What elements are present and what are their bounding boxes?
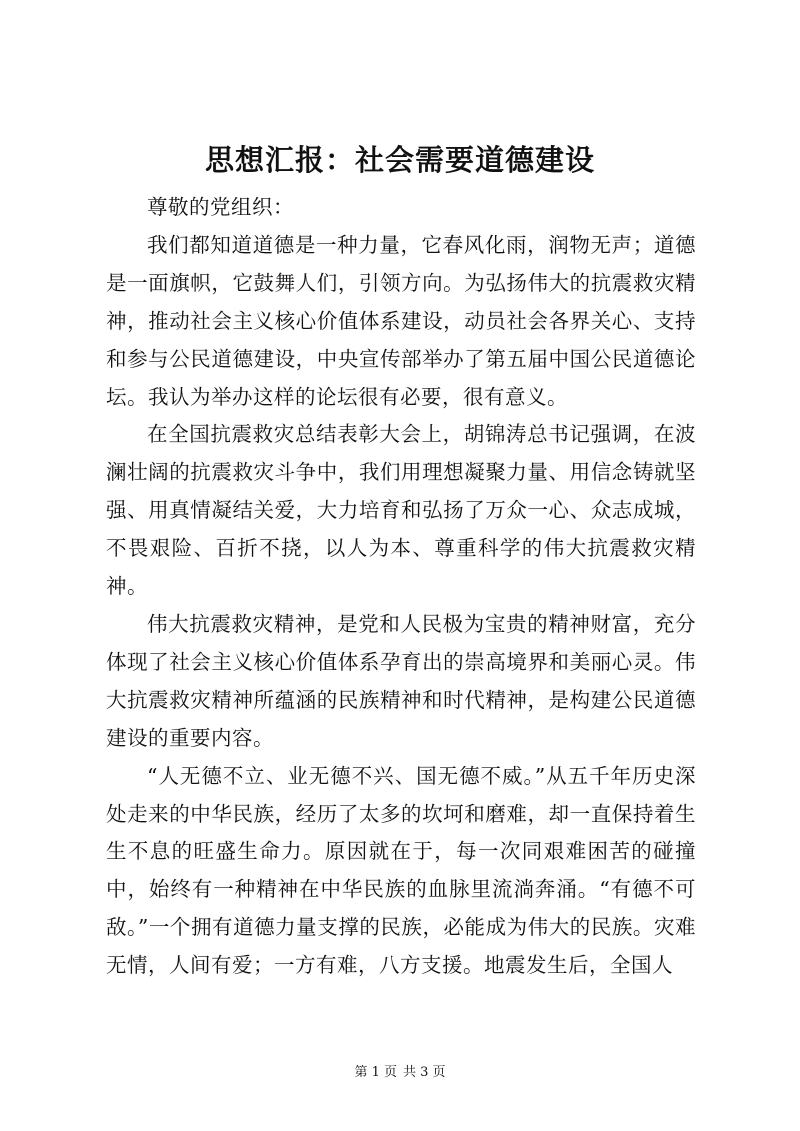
page-footer: [0, 1064, 800, 1082]
salutation-paragraph: 尊敬的党组织：: [147, 195, 294, 219]
body-paragraph: 伟大抗震救灾精神，是党和人民极为宝贵的精神财富，充分体现了社会主义核心价值体系孕育出的崇高境界和美丽心灵。伟大抗震救灾精神所蕴涵的民族精神和时代精神，是构建公民道德建设的重要内容。: [106, 611, 696, 750]
document-body: [106, 189, 696, 985]
page-number: 第 1 页: [354, 1065, 397, 1080]
body-paragraph: 我们都知道道德是一种力量，它春风化雨，润物无声；道德是一面旗帜，它鼓舞人们，引领方向。为弘扬伟大的抗震救灾精神，推动社会主义核心价值体系建设，动员社会各界关心、支持和参与公民道德建设，中央宣传部举办了第五届中国公民道德论坛。我认为举办这样的论坛很有必要，很有意义。: [106, 232, 696, 409]
document-title: 思想汇报：社会需要道德建设: [204, 143, 595, 177]
body-paragraph: “人无德不立、业无德不兴、国无德不威。”从五千年历史深处走来的中华民族，经历了太多的坎坷和磨难，却一直保持着生生不息的旺盛生命力。原因就在于，每一次同艰难困苦的碰撞中，始终有一种精神在中华民族的血脉里流淌奔涌。“有德不可敌。”一个拥有道德力量支撑的民族，必能成为伟大的民族。灾难无情，人间有爱；一方有难，八方支援。地震发生后，全国人: [106, 763, 696, 978]
body-paragraph: 在全国抗震救灾总结表彰大会上，胡锦涛总书记强调，在波澜壮阔的抗震救灾斗争中，我们用理想凝聚力量、用信念铸就坚强、用真情凝结关爱，大力培育和弘扬了万众一心、众志成城，不畏艰险、百折不挠，以人为本、尊重科学的伟大抗震救灾精神。: [106, 422, 696, 599]
page-total: 共 3 页: [403, 1065, 446, 1080]
